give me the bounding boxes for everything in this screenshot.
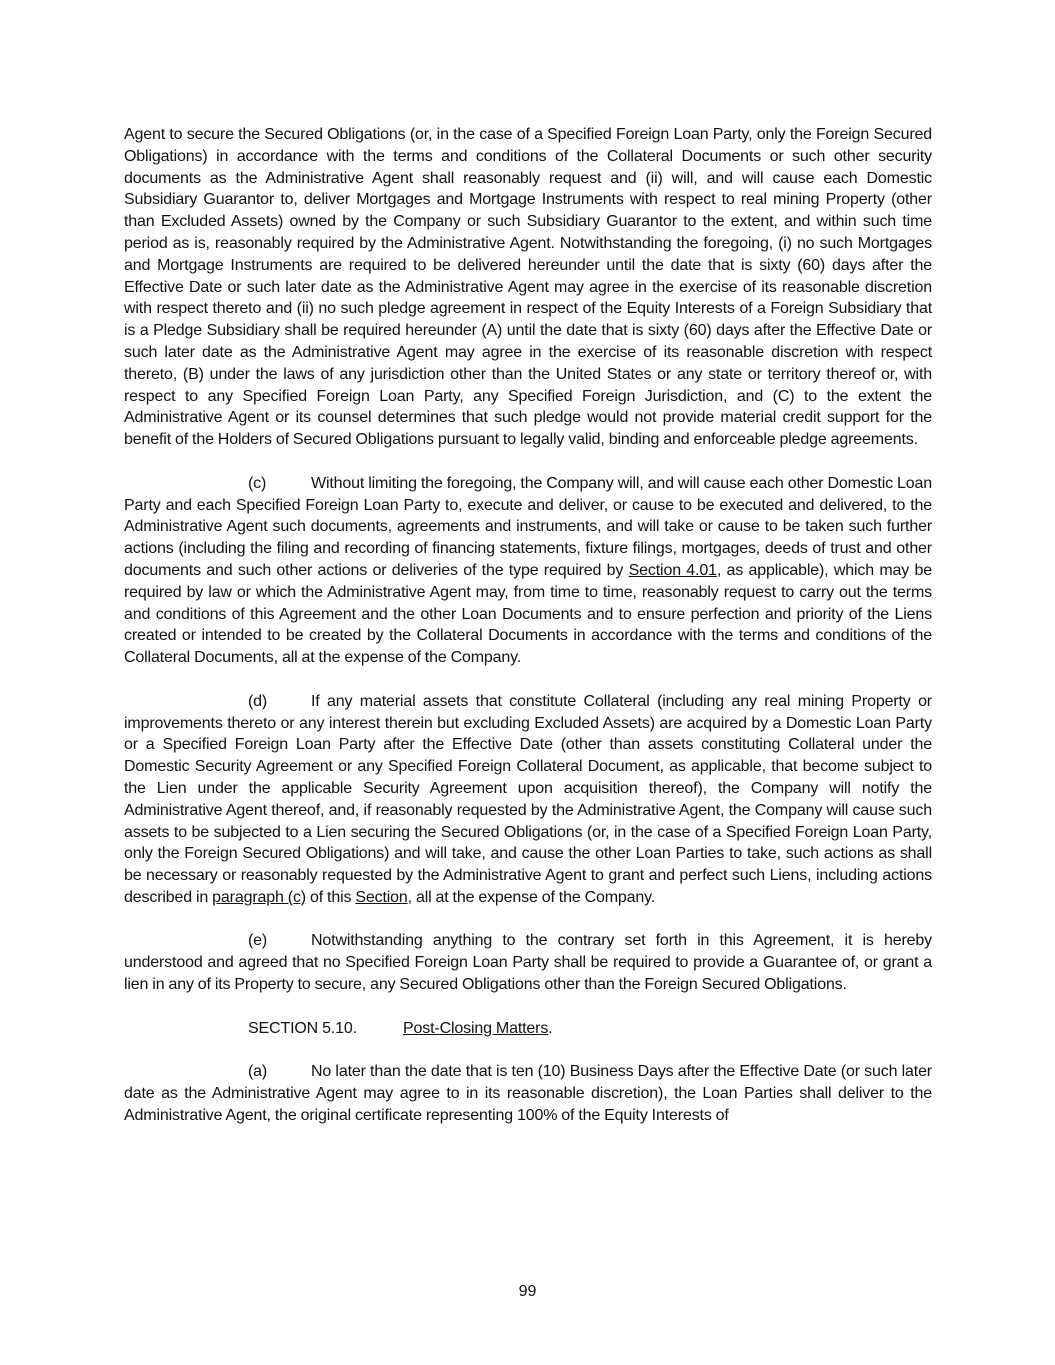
paragraph-c-label: (c) [248, 474, 267, 492]
paragraph-d-text-after: , all at the expense of the Company. [407, 888, 656, 906]
page-body [124, 124, 932, 1127]
paragraph-d [124, 691, 932, 909]
paragraph-a-text: No later than the date that is ten (10) Business Days after the Effective Date (or such later date as the Administrative Agent may agree to in its reasonable discretion), the Loan Parties shall deliver to the Administrative Agent, the original certificate representing 100% of the Equity Interests of [124, 1063, 932, 1124]
paragraph-e [124, 930, 932, 995]
section-title-period: . [548, 1019, 553, 1037]
section-reference: Section [355, 888, 408, 906]
paragraph-d-text-before: If any material assets that constitute Collateral (including any real mining Property or improvements thereto or any interest therein but excluding Excluded Assets) are acquired by a Domestic Loan Party or a Specified Foreign Loan Party after the Effective Date (other than assets constituting Collateral under the Domestic Security Agreement or any Specified Foreign Collateral Document, as applicable, that become subject to the Lien under the applicable Security Agreement upon acquisition thereof), the Company will notify the Administrative Agent thereof, and, if reasonably requested by the Administrative Agent, the Company will cause such assets to be subjected to a Lien securing the Secured Obligations (or, in the case of a Specified Foreign Loan Party, only the Foreign Secured Obligations) and will take, and cause the other Loan Parties to take, such actions as shall be necessary or reasonably requested by the Administrative Agent to grant and perfect such Liens, including actions described in [124, 692, 932, 906]
paragraph-e-label: (e) [248, 932, 268, 950]
section-number: SECTION 5.10. [248, 1019, 357, 1037]
section-title: Post-Closing Matters [403, 1019, 549, 1037]
page-number: 99 [518, 1283, 537, 1300]
paragraph-e-text: Notwithstanding anything to the contrary set forth in this Agreement, it is hereby understood and agreed that no Specified Foreign Loan Party shall be required to provide a Guarantee of, or grant a lien in any of its Property to secure, any Secured Obligations other than the Foreign Secured Obligations. [124, 932, 932, 994]
paragraph-a [124, 1061, 932, 1126]
paragraph-c [124, 473, 932, 669]
paragraph-c-reference: paragraph (c) [212, 888, 306, 906]
paragraph-b-continuation: Agent to secure the Secured Obligations (or, in the case of a Specified Foreign Loan Party, only the Foreign Secured Obligations) in accordance with the terms and conditions of the Collateral Documents or such other security documents as the Administrative Agent shall reasonably request and (ii) will, and will cause each Domestic Subsidiary Guarantor to, deliver Mortgages and Mortgage Instruments with respect to real mining Property (other than Excluded Assets) owned by the Company or such Subsidiary Guarantor to the extent, and within such time period as is, reasonably required by the Administrative Agent. Notwithstanding the foregoing, (i) no such Mortgages and Mortgage Instruments are required to be delivered hereunder until the date that is sixty (60) days after the Effective Date or such later date as the Administrative Agent may agree in the exercise of its reasonable discretion with respect thereto and (ii) no such pledge agreement in respect of the Equity Interests of a Foreign Subsidiary that is a Pledge Subsidiary shall be required hereunder (A) until the date that is sixty (60) days after the Effective Date or such later date as the Administrative Agent may agree in the exercise of its reasonable discretion with respect thereto, (B) under the laws of any jurisdiction other than the United States or any state or territory thereof or, with respect to any Specified Foreign Loan Party, any Specified Foreign Jurisdiction, and (C) to the extent the Administrative Agent or its counsel determines that such pledge would not provide material credit support for the benefit of the Holders of Secured Obligations pursuant to legally valid, binding and enforceable pledge agreements. [124, 126, 932, 449]
paragraph-d-text-middle: of this [305, 888, 356, 906]
paragraph-a-label: (a) [248, 1063, 268, 1081]
paragraph-d-label: (d) [248, 692, 268, 710]
section-4-01-reference: Section 4.01 [628, 561, 717, 579]
paragraph-c-text-after: , as applicable), which may be required by law or which the Administrative Agent may, from time to time, reasonably request to carry out the terms and conditions of this Agreement and the other Loan Documents and to ensure perfection and priority of the Liens created or intended to be created by the Collateral Documents in accordance with the terms and conditions of the Collateral Documents, all at the expense of the Company. [124, 561, 932, 667]
paragraph-c-text-before: Without limiting the foregoing, the Company will, and will cause each other Domestic Loan Party and each Specified Foreign Loan Party to, execute and deliver, or cause to be executed and delivered, to the Administrative Agent such documents, agreements and instruments, and will take or cause to be taken such further actions (including the filing and recording of financing statements, fixture filings, mortgages, deeds of trust and other documents and such other actions or deliveries of the type required by [124, 474, 932, 579]
section-5-10-heading [124, 1018, 932, 1040]
